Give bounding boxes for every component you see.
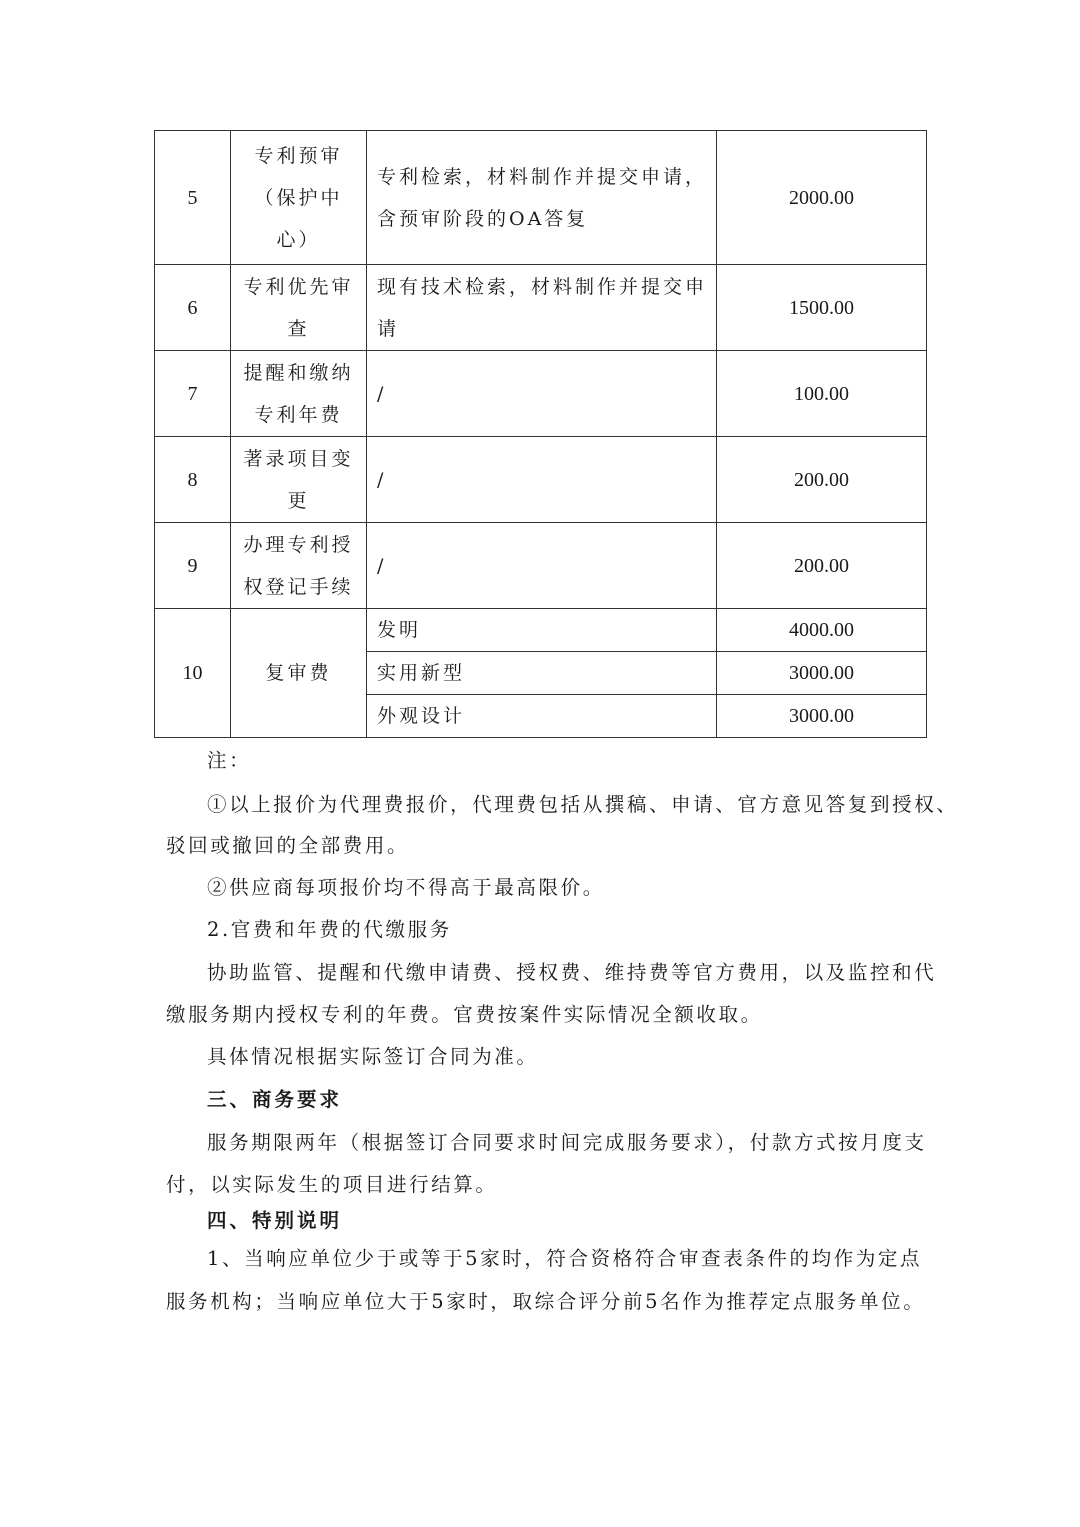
service-item: 提醒和缴纳 专利年费: [231, 351, 367, 437]
service-description: 外观设计: [367, 695, 717, 738]
service-description: /: [367, 523, 717, 609]
special-line-1: 1、当响应单位少于或等于5家时，符合资格符合审查表条件的均作为定点: [207, 1247, 923, 1270]
section-2-line-1: 协助监管、提醒和代缴申请费、授权费、维持费等官方费用，以及监控和代: [207, 961, 937, 984]
service-item: 著录项目变 更: [231, 437, 367, 523]
business-line-2: 付，以实际发生的项目进行结算。: [166, 1173, 498, 1196]
service-description: 发明: [367, 609, 717, 652]
table-row: [155, 351, 927, 437]
price: 200.00: [717, 523, 927, 609]
price: 3000.00: [717, 652, 927, 695]
price: 3000.00: [717, 695, 927, 738]
price: 4000.00: [717, 609, 927, 652]
table-row: [155, 265, 927, 351]
service-description: 现有技术检索，材料制作并提交申 请: [367, 265, 717, 351]
price: 200.00: [717, 437, 927, 523]
heading-business-requirements: 三、商务要求: [207, 1088, 343, 1111]
note-label: 注：: [207, 749, 252, 772]
table-row: [155, 131, 927, 265]
row-number: 10: [155, 609, 231, 738]
fee-table: [154, 130, 927, 738]
section-2-title: 2.官费和年费的代缴服务: [207, 918, 452, 941]
row-number: 9: [155, 523, 231, 609]
heading-special-notes: 四、特别说明: [207, 1209, 343, 1232]
service-item: 专利优先审 查: [231, 265, 367, 351]
business-line-1: 服务期限两年（根据签订合同要求时间完成服务要求），付款方式按月度支: [207, 1131, 927, 1154]
table-row: [155, 437, 927, 523]
table-row: [155, 523, 927, 609]
service-description: /: [367, 437, 717, 523]
service-description: 实用新型: [367, 652, 717, 695]
price: 2000.00: [717, 131, 927, 265]
price: 1500.00: [717, 265, 927, 351]
row-number: 7: [155, 351, 231, 437]
note-2: ②供应商每项报价均不得高于最高限价。: [207, 876, 605, 899]
service-description: /: [367, 351, 717, 437]
table-row: [155, 609, 927, 652]
service-description: 专利检索，材料制作并提交申请， 含预审阶段的OA答复: [367, 131, 717, 265]
special-line-2: 服务机构；当响应单位大于5家时，取综合评分前5名作为推荐定点服务单位。: [166, 1290, 926, 1313]
row-number: 8: [155, 437, 231, 523]
section-2-line-2: 缴服务期内授权专利的年费。官费按案件实际情况全额收取。: [166, 1003, 763, 1026]
service-item: 专利预审 （保护中 心）: [231, 131, 367, 265]
row-number: 5: [155, 131, 231, 265]
service-item: 办理专利授 权登记手续: [231, 523, 367, 609]
service-item: 复审费: [231, 609, 367, 738]
price: 100.00: [717, 351, 927, 437]
note-1-line-2: 驳回或撤回的全部费用。: [166, 834, 410, 857]
row-number: 6: [155, 265, 231, 351]
section-2-line-3: 具体情况根据实际签订合同为准。: [207, 1045, 539, 1068]
note-1-line-1: ①以上报价为代理费报价，代理费包括从撰稿、申请、官方意见答复到授权、: [207, 793, 959, 816]
